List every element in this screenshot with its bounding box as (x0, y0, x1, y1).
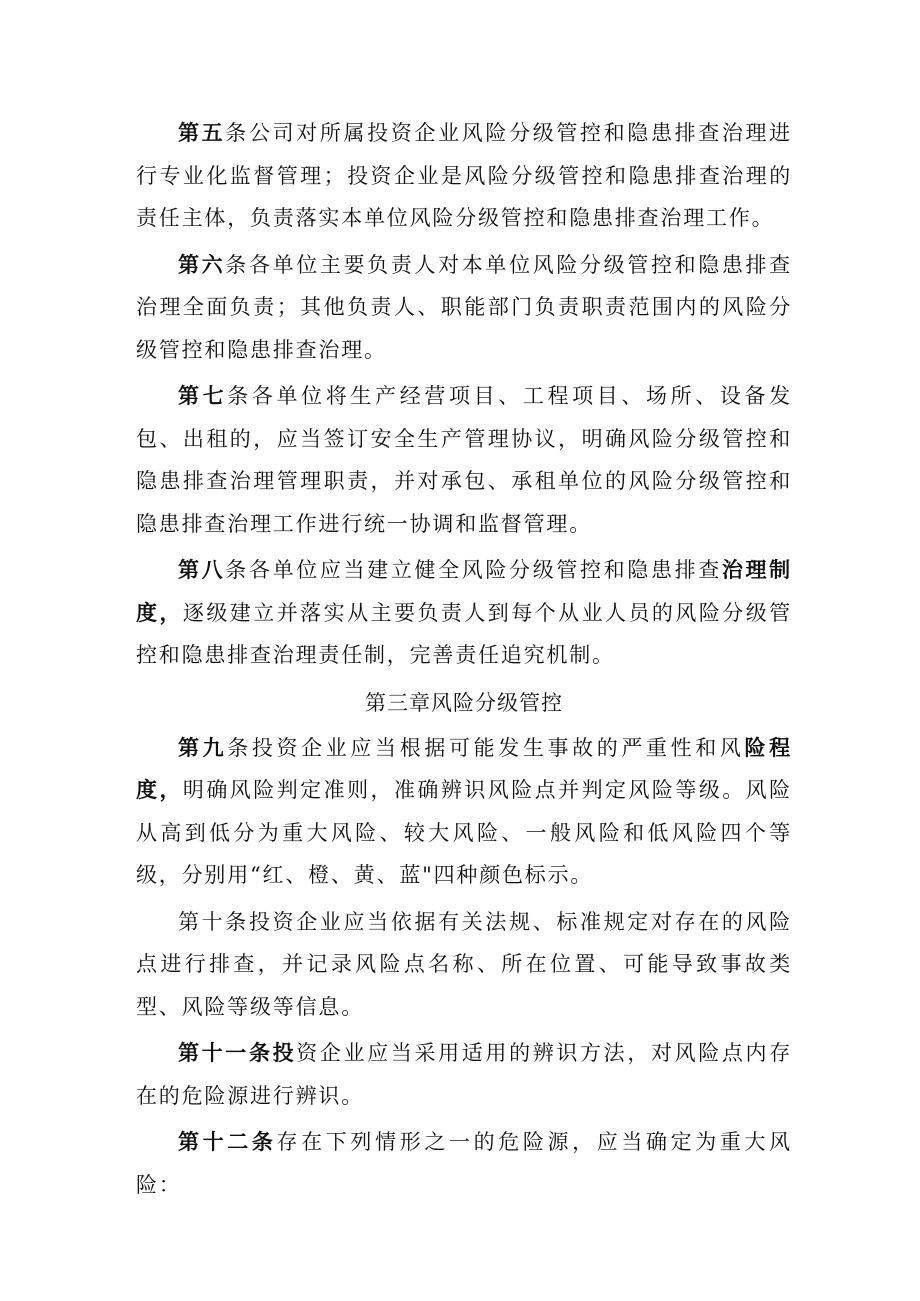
document-body (136, 112, 792, 1210)
article-7-text: 条各单位将生产经营项目、工程项目、场所、设备发包、出租的，应当签订安全生产管理协议，明确风险分级管控和隐患排查治理管理职责，并对承包、承租单位的风险分级管控和隐患排查治理工作进行统一协调和监督管理。 (136, 384, 792, 536)
article-11-head: 第十一条投 (178, 1041, 297, 1065)
article-9-text-b: 明确风险判定准则，准确辨识风险点并判定风险等级。风险从高到低分为重大风险、较大风险、一般风险和低风险四个等级，分别用“红、橙、黄、蓝"四种颜色标示。 (136, 778, 792, 887)
article-8-text-a: 条各单位应当建立健全风险分级管控和隐患排查 (225, 558, 722, 582)
article-5 (136, 112, 792, 240)
article-5-text: 条公司对所属投资企业风险分级管控和隐患排查治理进行专业化监督管理；投资企业是风险分级管控和隐患排查治理的责任主体，负责落实本单位风险分级管控和隐患排查治理工作。 (136, 121, 792, 230)
article-7 (136, 375, 792, 545)
article-12-text: 存在下列情形之一的危险源，应当确定为重大风险： (136, 1130, 792, 1197)
article-6-text: 条各单位主要负责人对本单位风险分级管控和隐患排查治理全面负责；其他负责人、职能部门负责职责范围内的风险分级管控和隐患排查治理。 (136, 252, 792, 362)
article-11-text: 资企业应当采用适用的辨识方法，对风险点内存在的危险源进行辨识。 (136, 1041, 792, 1108)
chapter-title: 第三章风险分级管控 (365, 690, 563, 715)
article-8-text-b: 逐级建立并落实从主要负责人到每个从业人员的风险分级管控和隐患排查治理责任制，完善责任追究机制。 (136, 600, 792, 667)
article-5-head: 第五 (178, 121, 226, 145)
article-6-head: 第六 (178, 252, 226, 277)
article-10-text: 第十条投资企业应当依据有关法规、标准规定对存在的风险点进行排查，并记录风险点名称、所在位置、可能导致事故类型、风险等级等信息。 (136, 909, 792, 1019)
article-12 (136, 1121, 792, 1206)
article-8-bold-mid: 治理制度， (136, 558, 792, 625)
article-9-head: 第九 (178, 735, 228, 760)
article-9-text-a: 条投资企业应当根据可能发生事故的严重性和风 (227, 735, 745, 760)
article-9 (136, 727, 792, 897)
article-12-head: 第十二条 (178, 1130, 277, 1154)
article-7-head: 第七 (178, 384, 228, 408)
article-6 (136, 244, 792, 372)
article-11 (136, 1032, 792, 1117)
article-8 (136, 549, 792, 677)
article-9-bold-mid: 险程度， (136, 735, 792, 802)
article-8-head: 第八 (178, 558, 226, 582)
article-10 (136, 901, 792, 1029)
